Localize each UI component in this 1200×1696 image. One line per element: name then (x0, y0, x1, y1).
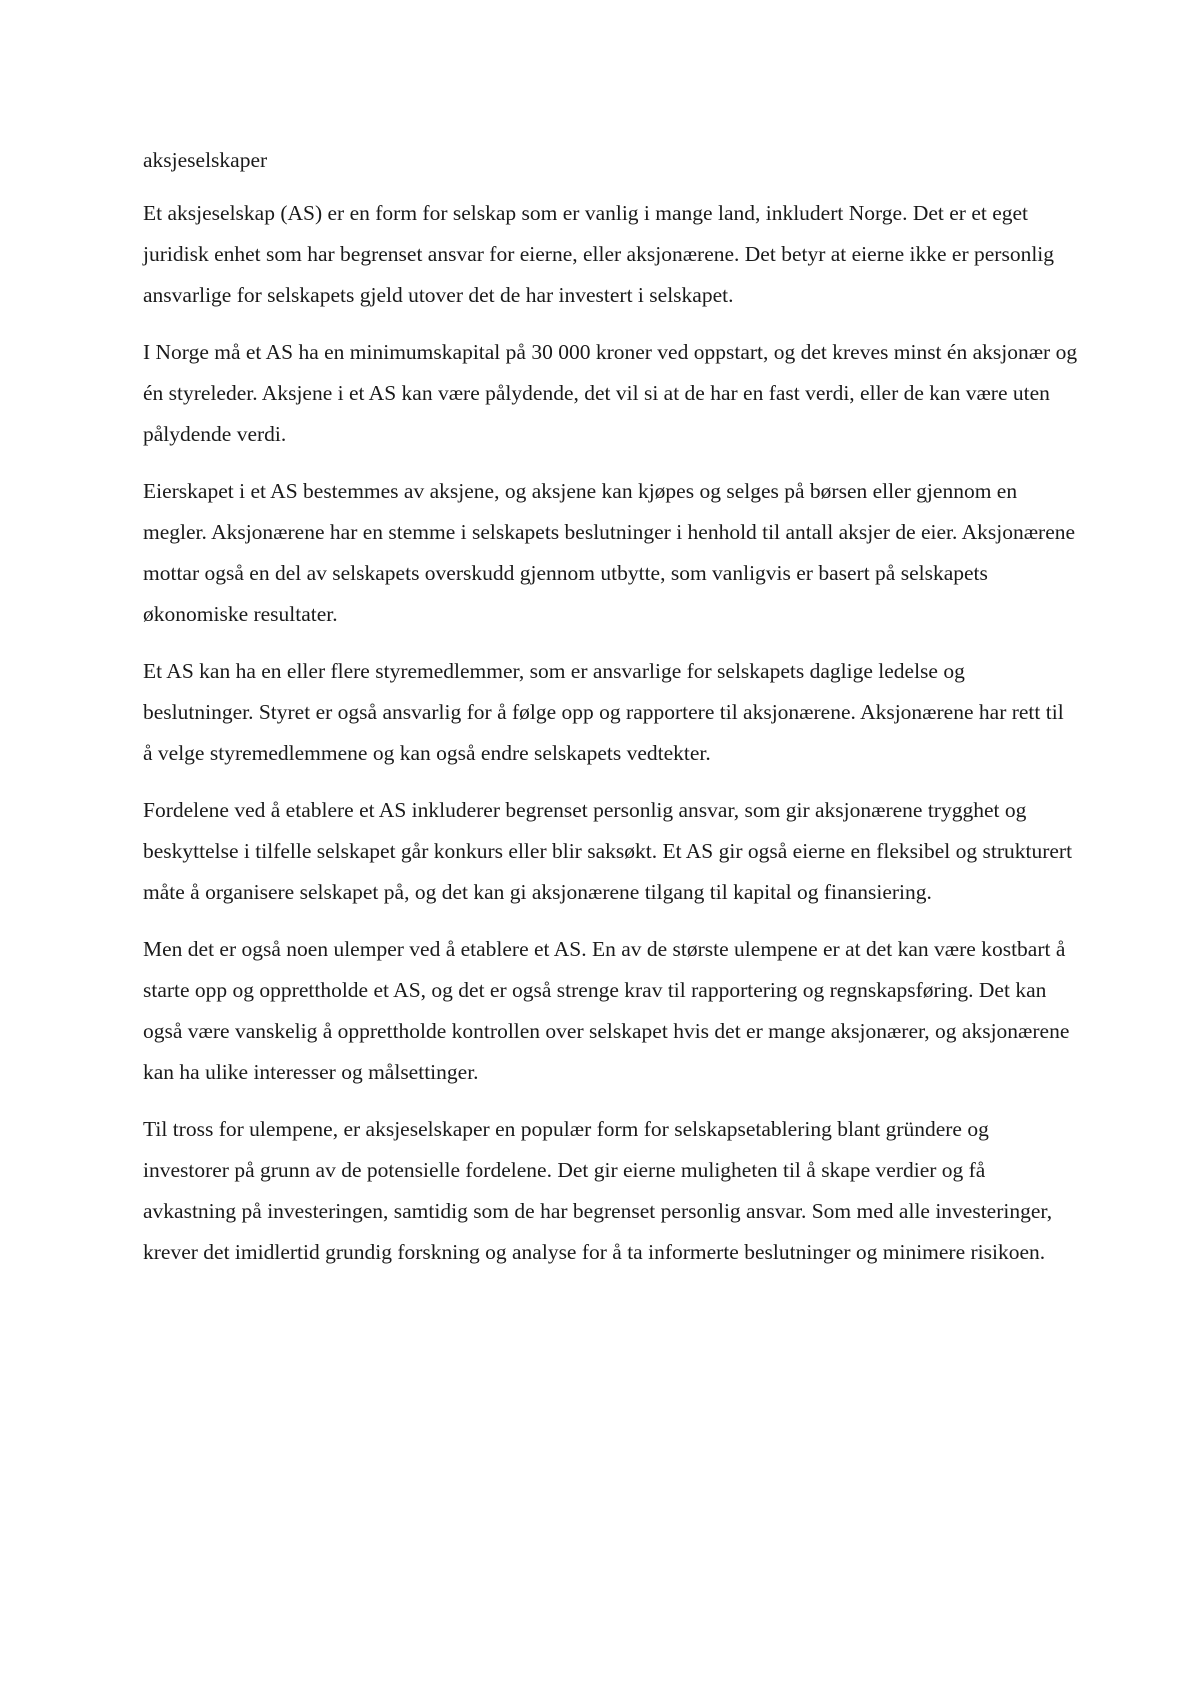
paragraph-6: Men det er også noen ulemper ved å etablere et AS. En av de største ulempene er at det kan være kostbart å starte opp og opprettholde et AS, og det er også strenge krav til rapportering og regnskapsføring. Det kan også være vanskelig å opprettholde kontrollen over selskapet hvis det er mange aksjonærer, og aksjonærene kan ha ulike interesser og målsettinger. (143, 937, 1070, 1084)
paragraph-3: Eierskapet i et AS bestemmes av aksjene, og aksjene kan kjøpes og selges på børsen eller gjennom en megler. Aksjonærene har en stemme i selskapets beslutninger i henhold til antall aksjer de eier. Aksjonærene mottar også en del av selskapets overskudd gjennom utbytte, som vanligvis er basert på selskapets økonomiske resultater. (143, 479, 1076, 626)
paragraph-4: Et AS kan ha en eller flere styremedlemmer, som er ansvarlige for selskapets daglige ledelse og beslutninger. Styret er også ansvarlig for å følge opp og rapportere til aksjonærene. Aksjonærene har rett til å velge styremedlemmene og kan også endre selskapets vedtekter. (143, 659, 1064, 765)
paragraph-7: Til tross for ulempene, er aksjeselskaper en populær form for selskapsetablering blant gründere og investorer på grunn av de potensielle fordelene. Det gir eierne muligheten til å skape verdier og få avkastning på investeringen, samtidig som de har begrenset personlig ansvar. Som med alle investeringer, krever det imidlertid grundig forskning og analyse for å ta informerte beslutninger og minimere risikoen. (143, 1117, 1053, 1264)
document-title: aksjeselskaper (143, 148, 268, 172)
paragraph-1: Et aksjeselskap (AS) er en form for selskap som er vanlig i mange land, inkludert Norge. Det er et eget juridisk enhet som har begrenset ansvar for eierne, eller aksjonærene. Det betyr at eierne ikke er personlig ansvarlige for selskapets gjeld utover det de har investert i selskapet. (143, 201, 1055, 307)
document-body (143, 140, 1078, 1289)
paragraph-2: I Norge må et AS ha en minimumskapital på 30 000 kroner ved oppstart, og det kreves minst én aksjonær og én styreleder. Aksjene i et AS kan være pålydende, det vil si at de har en fast verdi, eller de kan være uten pålydende verdi. (143, 340, 1078, 446)
paragraph-5: Fordelene ved å etablere et AS inkluderer begrenset personlig ansvar, som gir aksjonærene trygghet og beskyttelse i tilfelle selskapet går konkurs eller blir saksøkt. Et AS gir også eierne en fleksibel og strukturert måte å organisere selskapet på, og det kan gi aksjonærene tilgang til kapital og finansiering. (143, 798, 1073, 904)
